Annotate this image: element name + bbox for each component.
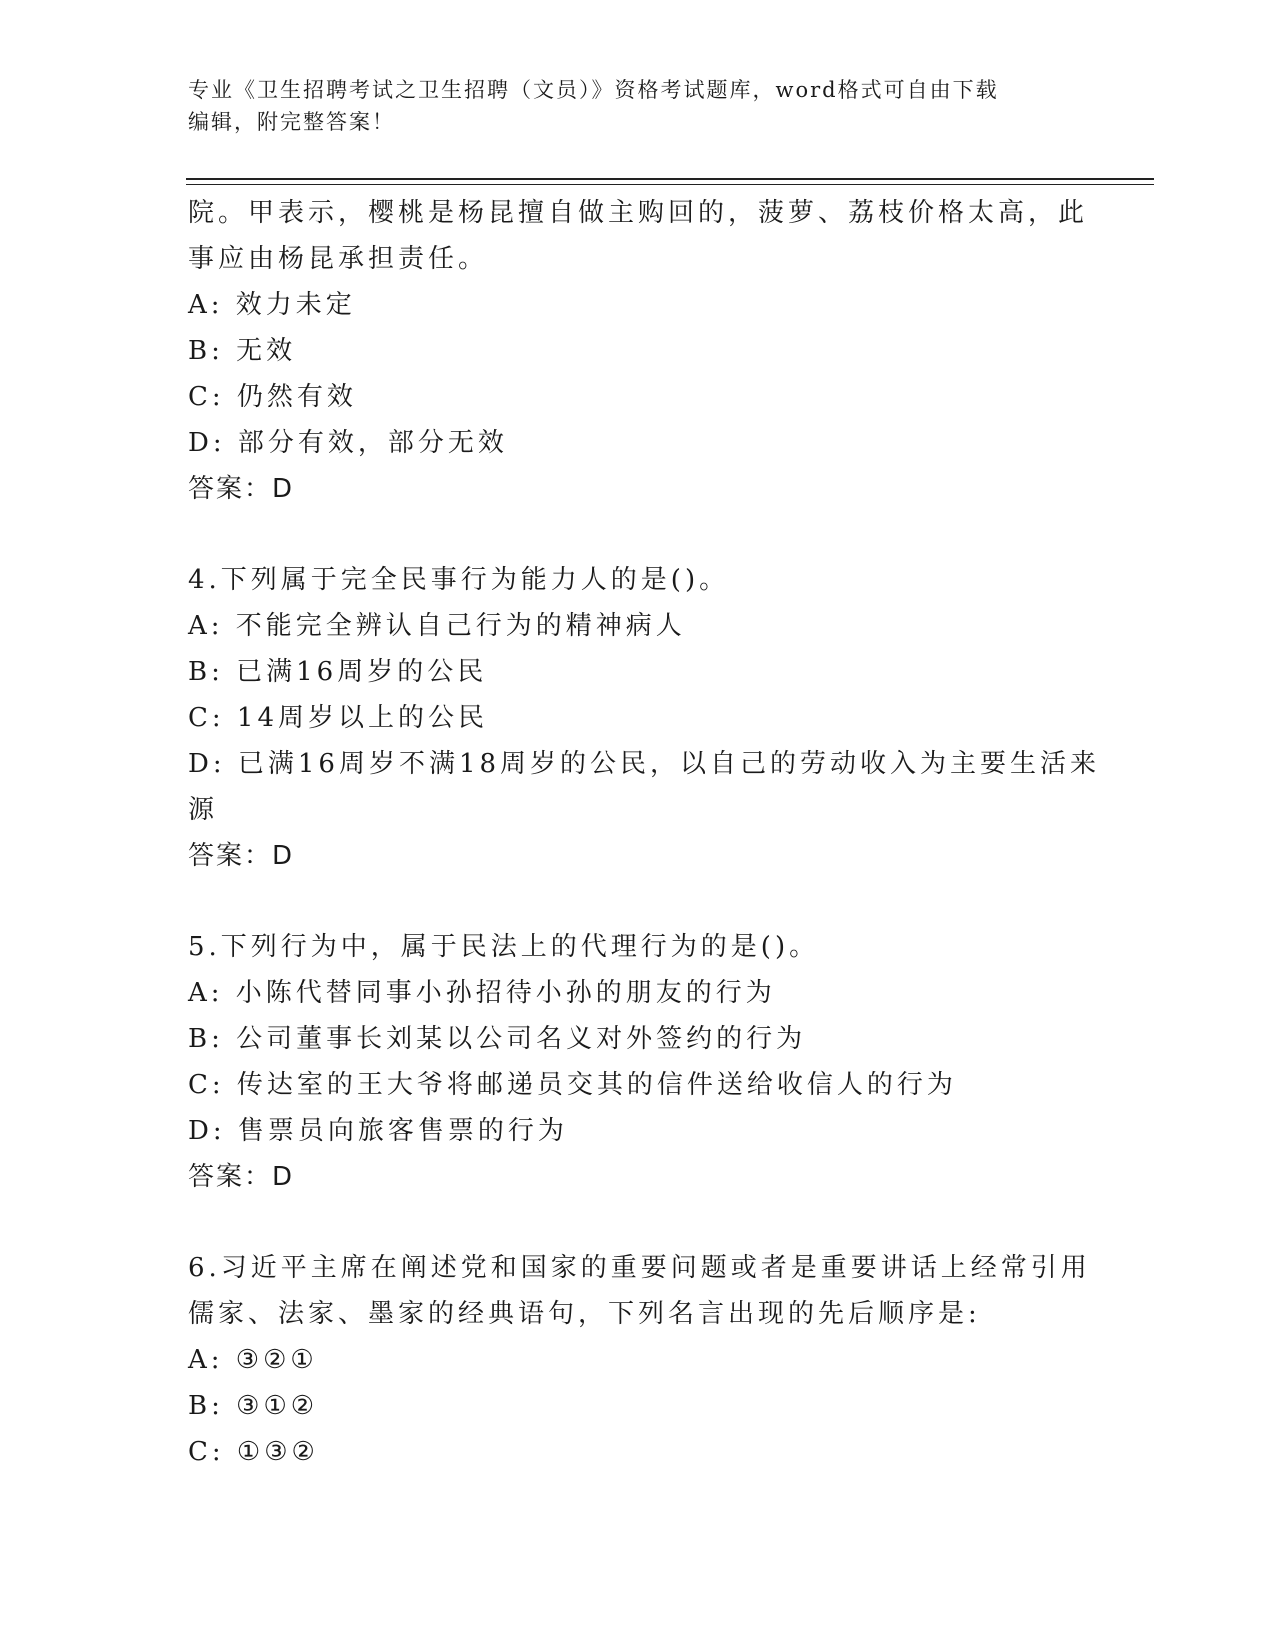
option-a: A: 不能完全辨认自己行为的精神病人 (188, 611, 686, 641)
answer: 答案：D (188, 474, 295, 504)
document-body (188, 190, 1108, 1475)
option-a: A: ③②① (188, 1345, 318, 1375)
question-stem: 5.下列行为中，属于民法上的代理行为的是()。 (188, 932, 820, 962)
header-divider-thin (186, 184, 1154, 185)
option-c: C: 仍然有效 (188, 382, 357, 412)
question-6 (188, 1245, 1108, 1475)
question-stem-continuation: 儒家、法家、墨家的经典语句，下列名言出现的先后顺序是: (188, 1299, 981, 1329)
question-3 (188, 190, 1108, 512)
option-b: B: 无效 (188, 336, 297, 366)
option-a: A: 小陈代替同事小孙招待小孙的朋友的行为 (188, 978, 776, 1008)
question-4 (188, 557, 1108, 879)
option-d-continuation: 源 (188, 795, 219, 825)
option-d: D: 售票员向旅客售票的行为 (188, 1116, 568, 1146)
option-b: B: 已满16周岁的公民 (188, 657, 488, 687)
page-header (188, 74, 1068, 138)
option-d: D: 部分有效，部分无效 (188, 428, 508, 458)
answer: 答案：D (188, 841, 295, 871)
answer: 答案：D (188, 1162, 295, 1192)
option-d: D: 已满16周岁不满18周岁的公民，以自己的劳动收入为主要生活来 (188, 749, 1101, 779)
option-b: B: ③①② (188, 1391, 319, 1421)
header-divider-thick (186, 178, 1154, 180)
option-a: A: 效力未定 (188, 290, 356, 320)
question-continuation: 院。甲表示，樱桃是杨昆擅自做主购回的，菠萝、荔枝价格太高，此 (188, 198, 1089, 228)
option-c: C: 14周岁以上的公民 (188, 703, 489, 733)
header-line-1: 专业《卫生招聘考试之卫生招聘（文员）》资格考试题库，word格式可自由下载 (188, 78, 999, 102)
question-stem: 6.习近平主席在阐述党和国家的重要问题或者是重要讲话上经常引用 (188, 1253, 1091, 1283)
header-line-2: 编辑，附完整答案！ (188, 110, 395, 134)
question-stem: 4.下列属于完全民事行为能力人的是()。 (188, 565, 730, 595)
option-c: C: ①③② (188, 1437, 319, 1467)
option-b: B: 公司董事长刘某以公司名义对外签约的行为 (188, 1024, 807, 1054)
question-5 (188, 924, 1108, 1200)
question-continuation: 事应由杨昆承担责任。 (188, 244, 489, 274)
option-c: C: 传达室的王大爷将邮递员交其的信件送给收信人的行为 (188, 1070, 957, 1100)
